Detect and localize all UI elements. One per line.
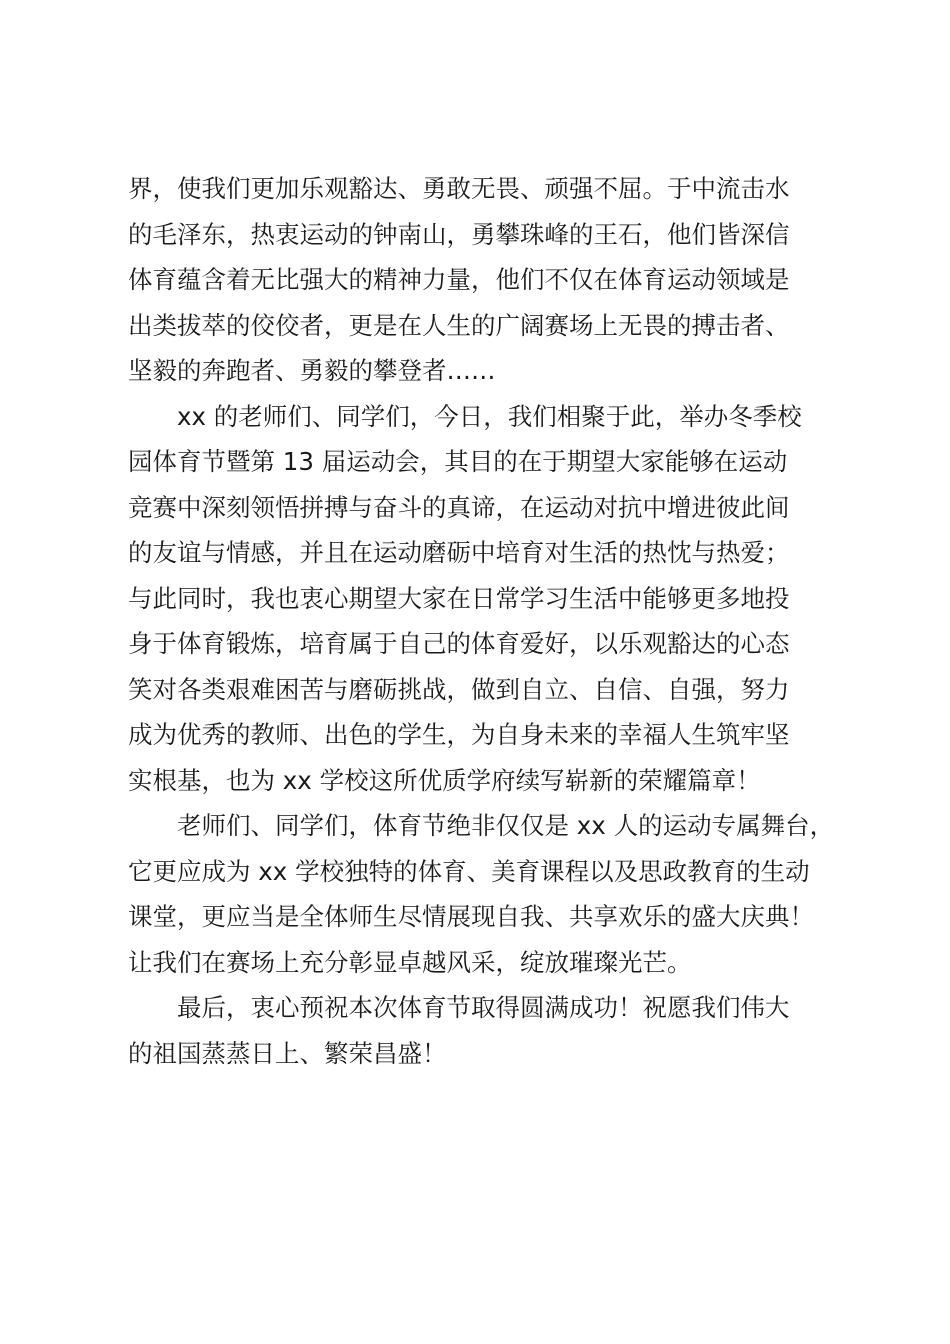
paragraph-3 (128, 803, 833, 985)
text-line: 实根基，也为 xx 学校这所优质学府续写崭新的荣耀篇章！ (128, 765, 761, 795)
text-line: 界，使我们更加乐观豁达、勇敢无畏、顽强不屈。于中流击水 (128, 174, 790, 203)
text-line: 竞赛中深刻领悟拼搏与奋斗的真谛，在运动对抗中增进彼此间 (128, 492, 790, 522)
text-line: 老师们、同学们，体育节绝非仅仅是 xx 人的运动专属舞台， (177, 811, 835, 840)
text-line: 园体育节暨第 13 届运动会，其目的在于期望大家能够在运动 (128, 447, 788, 476)
paragraph-4 (128, 985, 833, 1076)
paragraph-2 (128, 394, 833, 804)
text-line: 身于体育锻炼，培育属于自己的体育爱好，以乐观豁达的心态 (128, 629, 790, 658)
text-line: 与此同时，我也衷心期望大家在日常学习生活中能够更多地投 (128, 583, 790, 613)
text-line: 最后，衷心预祝本次体育节取得圆满成功！祝愿我们伟大 (177, 993, 790, 1022)
text-line: 的祖国蒸蒸日上、繁荣昌盛！ (128, 1038, 447, 1068)
text-line: 的毛泽东，热衷运动的钟南山，勇攀珠峰的王石，他们皆深信 (128, 219, 790, 249)
text-line: 体育蕴含着无比强大的精神力量，他们不仅在体育运动领域是 (128, 265, 790, 294)
paragraph-1 (128, 166, 833, 394)
text-line: 出类拔萃的佼佼者，更是在人生的广阔赛场上无畏的搏击者、 (128, 310, 790, 340)
document-body (128, 166, 833, 1076)
text-line: 坚毅的奔跑者、勇毅的攀登者…… (128, 356, 496, 385)
text-line: 让我们在赛场上充分彰显卓越风采，绽放璀璨光芒。 (128, 947, 692, 977)
text-line: 笑对各类艰难困苦与磨砺挑战，做到自立、自信、自强，努力 (128, 674, 790, 704)
text-line: 成为优秀的教师、出色的学生，为自身未来的幸福人生筑牢坚 (128, 720, 790, 749)
text-line: xx 的老师们、同学们，今日，我们相聚于此，举办冬季校 (177, 401, 802, 431)
text-line: 课堂，更应当是全体师生尽情展现自我、共享欢乐的盛大庆典！ (128, 902, 814, 931)
text-line: 它更应成为 xx 学校独特的体育、美育课程以及思政教育的生动 (128, 856, 810, 886)
text-line: 的友谊与情感，并且在运动磨砺中培育对生活的热忱与热爱； (128, 538, 790, 567)
